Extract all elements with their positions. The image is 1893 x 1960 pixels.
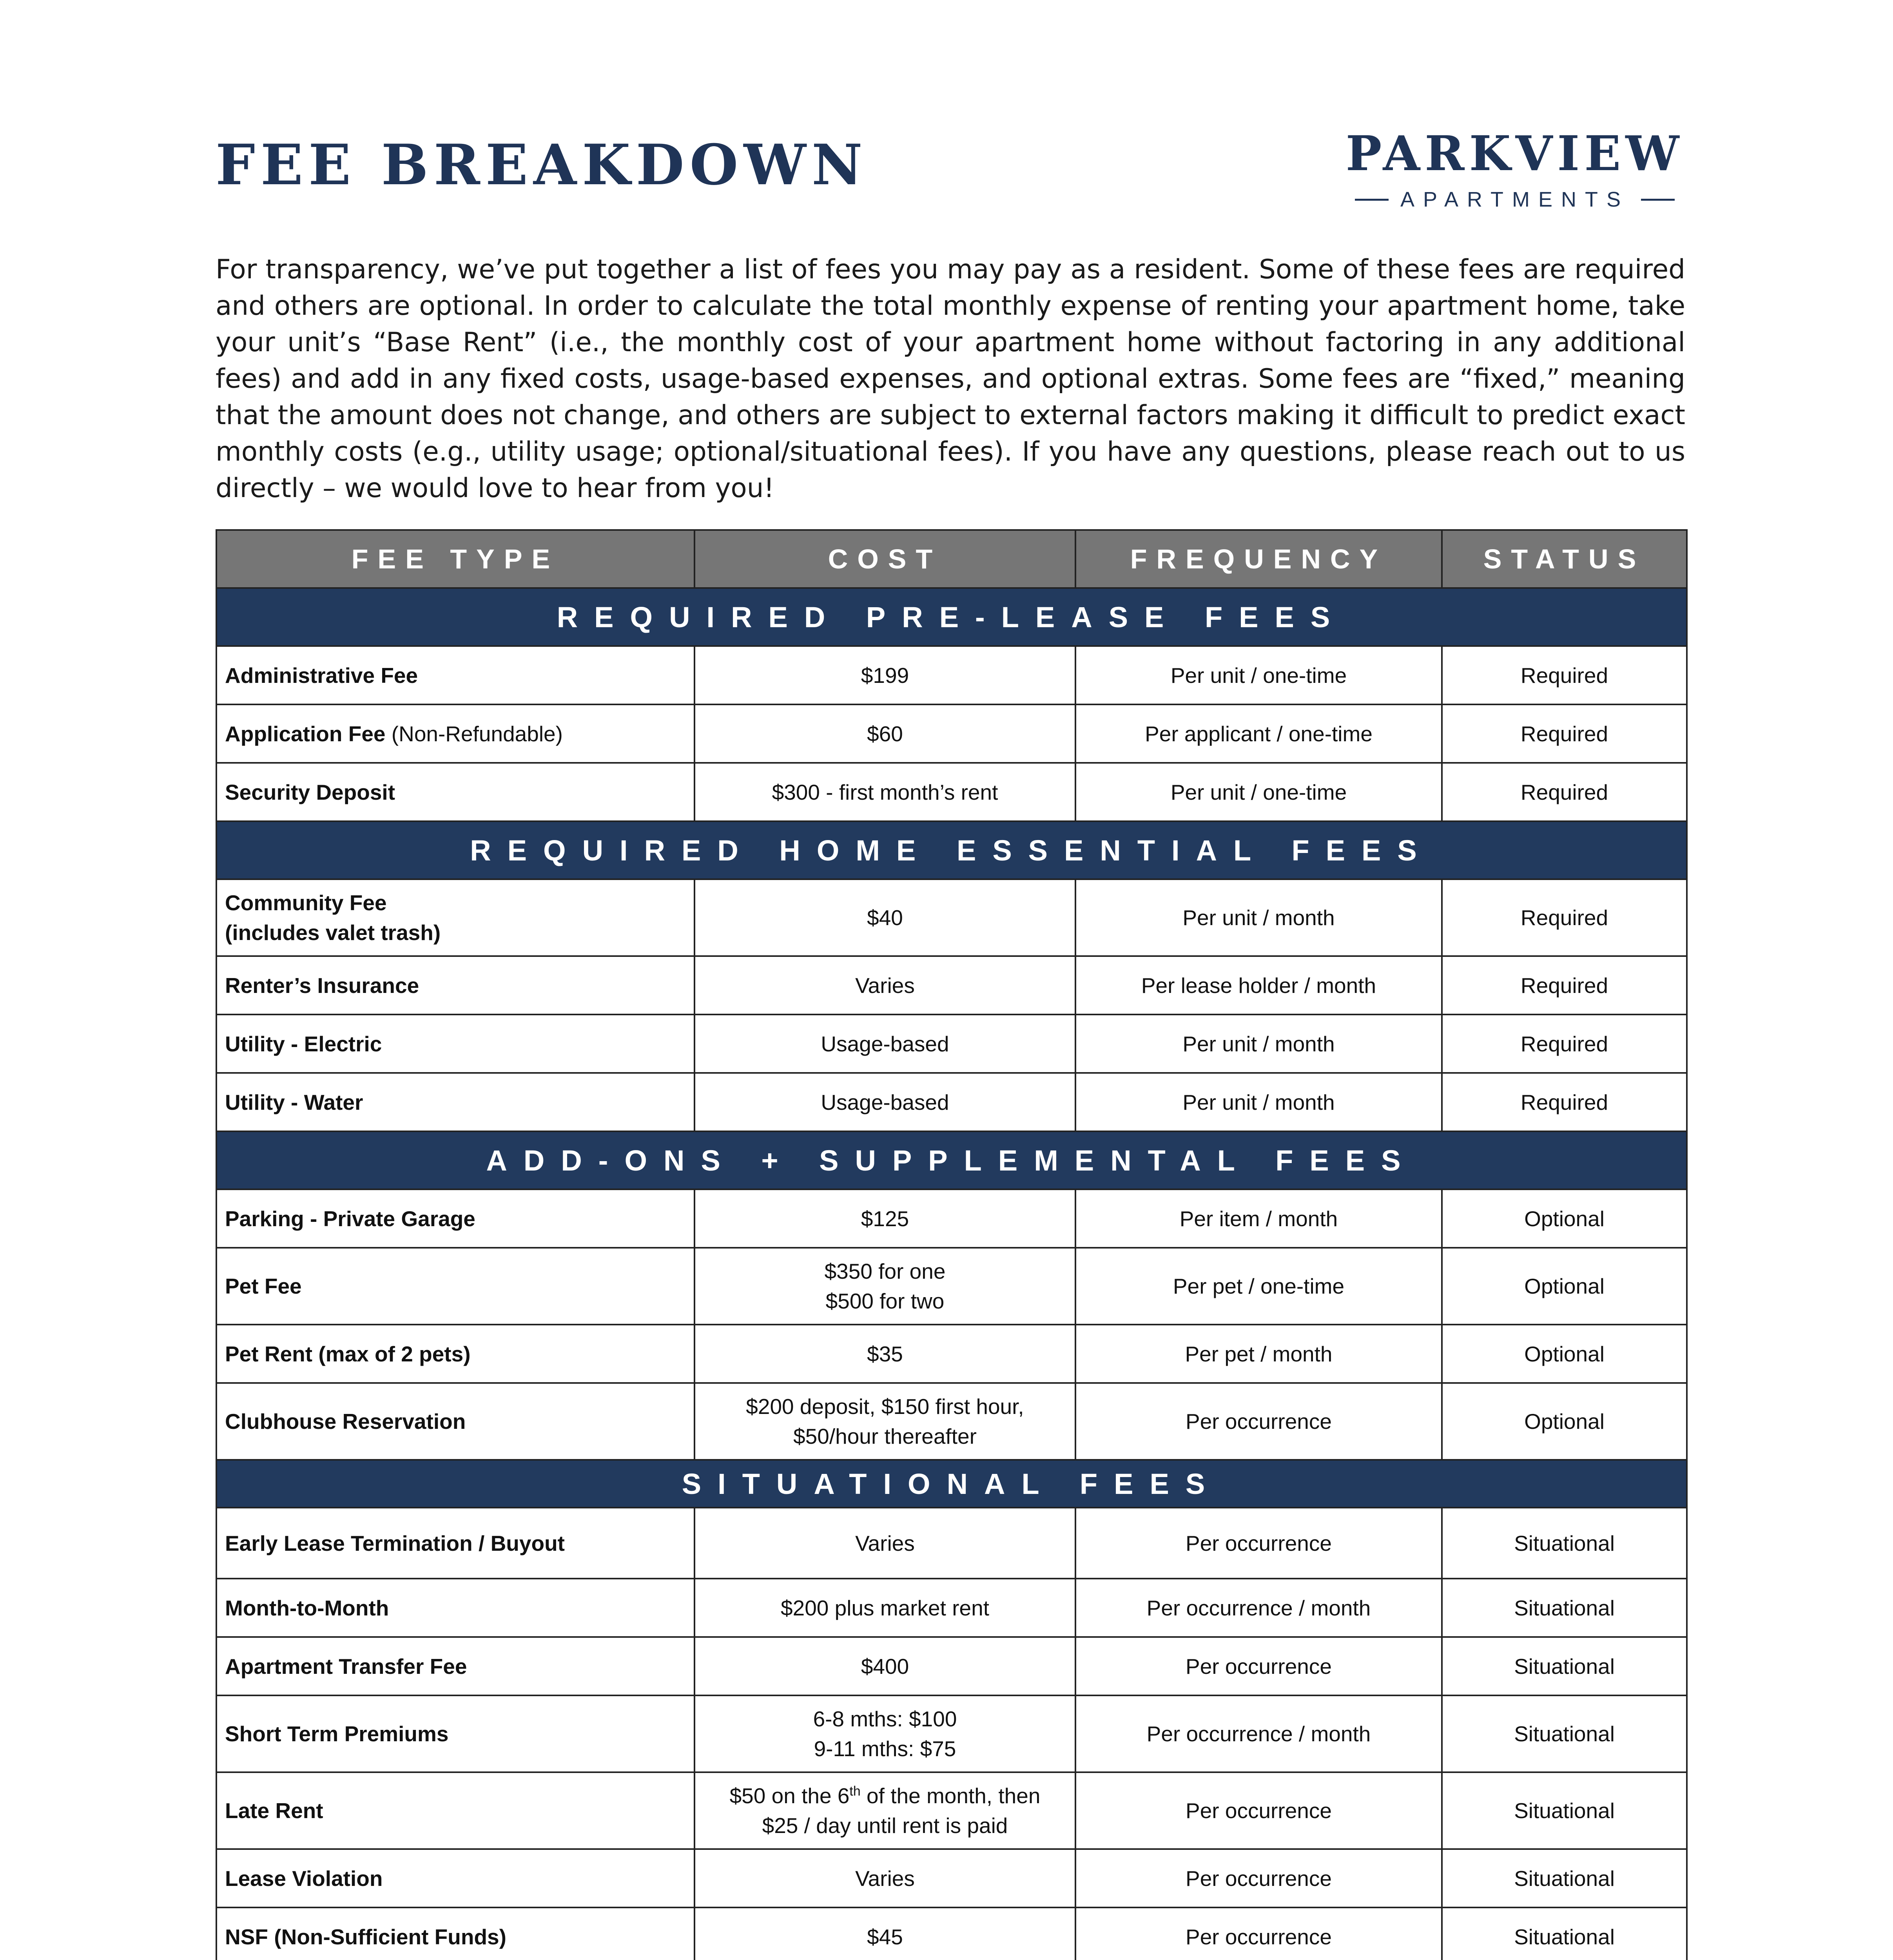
section-title: SITUATIONAL FEES (216, 1460, 1687, 1508)
status-cell: Required (1442, 646, 1687, 704)
table-row (216, 879, 1687, 956)
cost-line1: 6-8 mths: $100 (813, 1707, 957, 1731)
table-row (216, 646, 1687, 704)
frequency-cell: Per item / month (1075, 1189, 1442, 1248)
logo-rule-left (1355, 199, 1389, 201)
table-row (216, 1325, 1687, 1383)
table-row (216, 763, 1687, 821)
table-row (216, 1383, 1687, 1460)
status-cell: Optional (1442, 1189, 1687, 1248)
intro-paragraph: For transparency, we’ve put together a list of fees you may pay as a resident. Some of these fees are required and others are optional. In order to calculate the total monthly expense of renting your apartment home, take your unit’s “Base Rent” (i.e., the monthly cost of your apartment home without factoring in any additional fees) and add in any fixed costs, usage-based expenses, and optional extras. Some fees are “fixed,” meaning that the amount does not change, and others are subject to external factors making it difficult to predict exact monthly costs (e.g., utility usage; optional/situational fees). If you have any questions, please reach out to us directly – we would love to hear from you! (216, 254, 1685, 503)
table-row (216, 1508, 1687, 1579)
cost-cell: Varies (694, 956, 1075, 1014)
header-frequency: FREQUENCY (1075, 530, 1442, 588)
fee-name: Early Lease Termination / Buyout (225, 1531, 565, 1555)
status-cell: Situational (1442, 1637, 1687, 1695)
parkview-logo (1340, 125, 1689, 211)
status-cell: Required (1442, 879, 1687, 956)
header-status: STATUS (1442, 530, 1687, 588)
fee-name: Utility - Water (225, 1090, 363, 1114)
cost-cell: $40 (694, 879, 1075, 956)
section-title: REQUIRED PRE-LEASE FEES (216, 588, 1687, 646)
fee-name-note: (Non-Refundable) (385, 721, 563, 746)
cost-cell: $400 (694, 1637, 1075, 1695)
section-title: ADD-ONS + SUPPLEMENTAL FEES (216, 1131, 1687, 1189)
logo-subtitle-text: APARTMENTS (1400, 188, 1630, 211)
frequency-cell: Per unit / one-time (1075, 763, 1442, 821)
cost-cell: $125 (694, 1189, 1075, 1248)
fee-name-cell (216, 704, 694, 763)
status-cell: Optional (1442, 1248, 1687, 1325)
fee-name: Parking - Private Garage (225, 1206, 475, 1231)
status-cell: Required (1442, 704, 1687, 763)
fee-name: Apartment Transfer Fee (225, 1654, 467, 1679)
fee-name-line2: (includes valet trash) (225, 920, 441, 945)
cost-cell (694, 1383, 1075, 1460)
table-row (216, 1014, 1687, 1073)
cost-cell: Usage-based (694, 1073, 1075, 1131)
section-header (216, 821, 1687, 879)
status-cell: Situational (1442, 1579, 1687, 1637)
table-row (216, 1637, 1687, 1695)
cost-cell: $60 (694, 704, 1075, 763)
cost-cell: Usage-based (694, 1014, 1075, 1073)
status-cell: Situational (1442, 1772, 1687, 1849)
frequency-cell: Per lease holder / month (1075, 956, 1442, 1014)
frequency-cell: Per unit / month (1075, 1014, 1442, 1073)
status-cell: Required (1442, 763, 1687, 821)
fee-name: Month-to-Month (225, 1595, 389, 1620)
table-row (216, 1907, 1687, 1960)
cost-cell: $300 - first month’s rent (694, 763, 1075, 821)
frequency-cell: Per occurrence (1075, 1508, 1442, 1579)
frequency-cell: Per unit / one-time (1075, 646, 1442, 704)
frequency-cell: Per occurrence (1075, 1907, 1442, 1960)
header-fee-type: FEE TYPE (216, 530, 694, 588)
cost-cell: $45 (694, 1907, 1075, 1960)
frequency-cell: Per occurrence (1075, 1849, 1442, 1907)
cost-line2: 9-11 mths: $75 (814, 1737, 956, 1761)
frequency-cell: Per pet / month (1075, 1325, 1442, 1383)
table-row (216, 956, 1687, 1014)
fee-name-cell (216, 763, 694, 821)
frequency-cell: Per unit / month (1075, 1073, 1442, 1131)
cost-cell: Varies (694, 1849, 1075, 1907)
fee-name-cell (216, 1849, 694, 1907)
table-row (216, 1772, 1687, 1849)
cost-line1-b: of the month, then (860, 1784, 1041, 1808)
fee-name-cell (216, 1695, 694, 1772)
page-title: FEE BREAKDOWN (216, 132, 868, 198)
cost-line1-a: $50 on the 6 (729, 1784, 850, 1808)
fee-name-cell (216, 1189, 694, 1248)
frequency-cell: Per unit / month (1075, 879, 1442, 956)
cost-cell: Varies (694, 1508, 1075, 1579)
table-row (216, 1579, 1687, 1637)
frequency-cell: Per occurrence / month (1075, 1579, 1442, 1637)
fee-name: Security Deposit (225, 780, 395, 804)
fee-name-cell (216, 1508, 694, 1579)
fee-name: Short Term Premiums (225, 1722, 449, 1746)
cost-line2: $500 for two (825, 1289, 945, 1313)
fee-name-cell (216, 1637, 694, 1695)
fee-name-cell (216, 1772, 694, 1849)
logo-rule-right (1641, 199, 1675, 201)
fee-name-cell (216, 1907, 694, 1960)
logo-subtitle (1340, 189, 1689, 210)
section-header (216, 1131, 1687, 1189)
fee-name-cell (216, 1073, 694, 1131)
cost-cell (694, 1695, 1075, 1772)
cost-cell: $200 plus market rent (694, 1579, 1075, 1637)
fee-name-cell (216, 879, 694, 956)
table-row (216, 1695, 1687, 1772)
status-cell: Situational (1442, 1907, 1687, 1960)
fee-name: Pet Rent (max of 2 pets) (225, 1341, 471, 1366)
fee-name: Utility - Electric (225, 1031, 382, 1056)
table-row (216, 1248, 1687, 1325)
frequency-cell: Per applicant / one-time (1075, 704, 1442, 763)
cost-cell: $35 (694, 1325, 1075, 1383)
status-cell: Required (1442, 956, 1687, 1014)
fee-name-cell (216, 1248, 694, 1325)
status-cell: Optional (1442, 1383, 1687, 1460)
fee-name: Clubhouse Reservation (225, 1409, 466, 1434)
fee-name-cell (216, 646, 694, 704)
fee-name-cell (216, 1014, 694, 1073)
status-cell: Situational (1442, 1695, 1687, 1772)
section-title: REQUIRED HOME ESSENTIAL FEES (216, 821, 1687, 879)
cost-cell (694, 1248, 1075, 1325)
fee-name: Community Fee (225, 891, 387, 915)
fee-name: NSF (Non-Sufficient Funds) (225, 1924, 506, 1949)
fee-table (216, 529, 1688, 1960)
frequency-cell: Per occurrence (1075, 1637, 1442, 1695)
logo-wordmark: PARKVIEW (1345, 125, 1684, 181)
frequency-cell: Per occurrence (1075, 1383, 1442, 1460)
cost-line2: $50/hour thereafter (793, 1424, 977, 1448)
table-row (216, 1189, 1687, 1248)
frequency-cell: Per pet / one-time (1075, 1248, 1442, 1325)
cost-line2: $25 / day until rent is paid (762, 1813, 1008, 1838)
frequency-cell: Per occurrence / month (1075, 1695, 1442, 1772)
fee-name-cell (216, 1325, 694, 1383)
fee-name-cell (216, 1383, 694, 1460)
cost-cell (694, 1772, 1075, 1849)
status-cell: Optional (1442, 1325, 1687, 1383)
fee-name: Renter’s Insurance (225, 973, 419, 998)
section-header (216, 588, 1687, 646)
fee-name: Administrative Fee (225, 663, 418, 688)
cost-ordinal-suffix: th (849, 1784, 861, 1799)
cost-cell: $199 (694, 646, 1075, 704)
section-header (216, 1460, 1687, 1508)
fee-name: Late Rent (225, 1798, 323, 1823)
status-cell: Situational (1442, 1849, 1687, 1907)
status-cell: Required (1442, 1014, 1687, 1073)
table-header-row (216, 530, 1687, 588)
fee-name-cell (216, 1579, 694, 1637)
fee-name: Application Fee (225, 721, 386, 746)
fee-name-cell (216, 956, 694, 1014)
table-row (216, 704, 1687, 763)
status-cell: Required (1442, 1073, 1687, 1131)
table-row (216, 1849, 1687, 1907)
cost-line1: $350 for one (824, 1259, 946, 1283)
cost-line1: $200 deposit, $150 first hour, (746, 1394, 1024, 1419)
status-cell: Situational (1442, 1508, 1687, 1579)
frequency-cell: Per occurrence (1075, 1772, 1442, 1849)
fee-name: Lease Violation (225, 1866, 383, 1891)
header-cost: COST (694, 530, 1075, 588)
table-row (216, 1073, 1687, 1131)
fee-name: Pet Fee (225, 1274, 302, 1298)
